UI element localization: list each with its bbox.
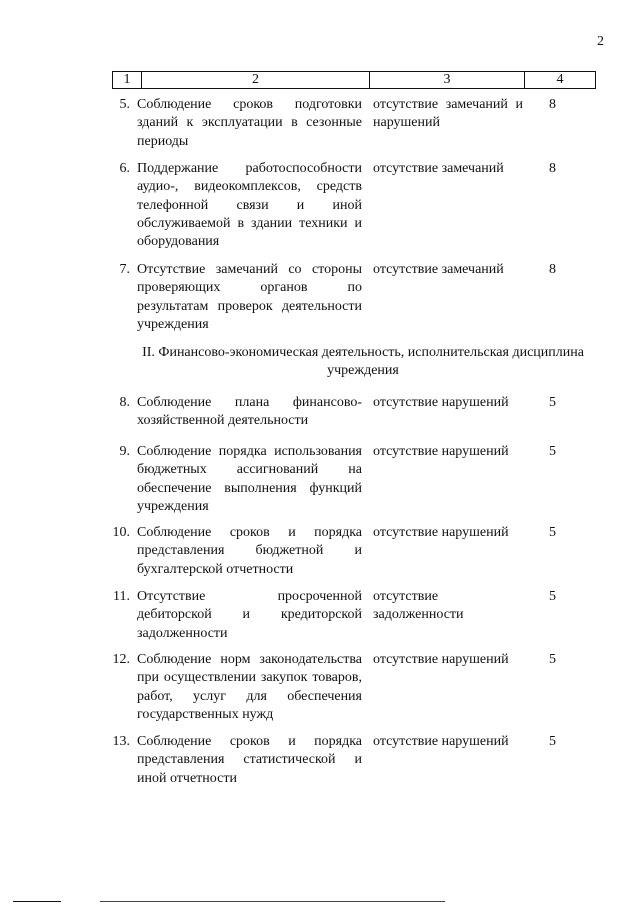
row-indicator: отсутствие нарушений [373, 525, 509, 540]
row-number: 12. [112, 652, 130, 667]
row-points: 5 [549, 589, 556, 604]
row-number: 10. [112, 525, 130, 540]
table-row [0, 651, 640, 733]
row-number: 8. [119, 395, 130, 410]
row-number: 9. [119, 444, 130, 459]
header-col-2: 2 [142, 72, 370, 88]
row-indicator: отсутствие нарушений [373, 444, 509, 459]
row-criterion: Соблюдение плана финансово-хозяйственной деятельности [137, 395, 362, 429]
row-criterion: Соблюдение сроков и порядка представления статистической и иной отчетности [137, 734, 362, 786]
row-number: 5. [119, 97, 130, 112]
table-row [0, 733, 640, 793]
footer-rule-short [13, 901, 61, 902]
header-col-1: 1 [113, 72, 142, 88]
row-indicator: отсутствие замечаний [373, 161, 504, 176]
row-indicator: отсутствие замечаний [373, 262, 504, 277]
section-title: II. Финансово-экономическая деятельность, исполнительская дисциплина учреждения [142, 345, 584, 378]
row-points: 5 [549, 395, 556, 410]
row-number: 11. [113, 589, 130, 604]
page-number: 2 [597, 34, 604, 49]
row-indicator: отсутствие нарушений [373, 652, 509, 667]
header-col-3: 3 [370, 72, 525, 88]
row-points: 5 [549, 525, 556, 540]
row-criterion: Отсутствие просроченной дебиторской и кредиторской задолженности [137, 589, 362, 641]
table-row [0, 394, 640, 443]
row-criterion: Поддержание работоспособности аудио-, видеокомплексов, средств телефонной связи и иной обслуживаемой в здании техники и оборудования [137, 161, 362, 250]
row-points: 8 [549, 97, 556, 112]
row-points: 5 [549, 734, 556, 749]
table-row [0, 443, 640, 524]
row-points: 5 [549, 444, 556, 459]
row-points: 8 [549, 262, 556, 277]
table-row [0, 588, 640, 651]
row-criterion: Соблюдение порядка использования бюджетных ассигнований на обеспечение выполнения функций учреждения [137, 444, 362, 514]
row-number: 6. [119, 161, 130, 176]
row-criterion: Соблюдение сроков и порядка представления бюджетной и бухгалтерской отчетности [137, 525, 362, 577]
row-number: 7. [119, 262, 130, 277]
table-header-row [112, 71, 596, 89]
row-indicator: отсутствие замечаний и нарушений [373, 97, 523, 131]
row-criterion: Соблюдение норм законодательства при осуществлении закупок товаров, работ, услуг для обеспечения государственных нужд [137, 652, 362, 722]
table-row [0, 524, 640, 588]
header-col-4: 4 [556, 72, 564, 87]
row-number: 13. [112, 734, 130, 749]
row-indicator: отсутствие нарушений [373, 734, 509, 749]
row-indicator: отсутствие нарушений [373, 395, 509, 410]
table-body [0, 96, 640, 793]
row-indicator: отсутствие задолженности [373, 589, 464, 623]
row-points: 5 [549, 652, 556, 667]
table-row [0, 261, 640, 334]
table-row [0, 96, 640, 160]
footer-rule-long [100, 901, 445, 902]
table-row [0, 160, 640, 261]
row-criterion: Отсутствие замечаний со стороны проверяющих органов по результатам проверок деятельности учреждения [137, 262, 362, 332]
row-points: 8 [549, 161, 556, 176]
row-criterion: Соблюдение сроков подготовки зданий к эксплуатации в сезонные периоды [137, 97, 362, 149]
